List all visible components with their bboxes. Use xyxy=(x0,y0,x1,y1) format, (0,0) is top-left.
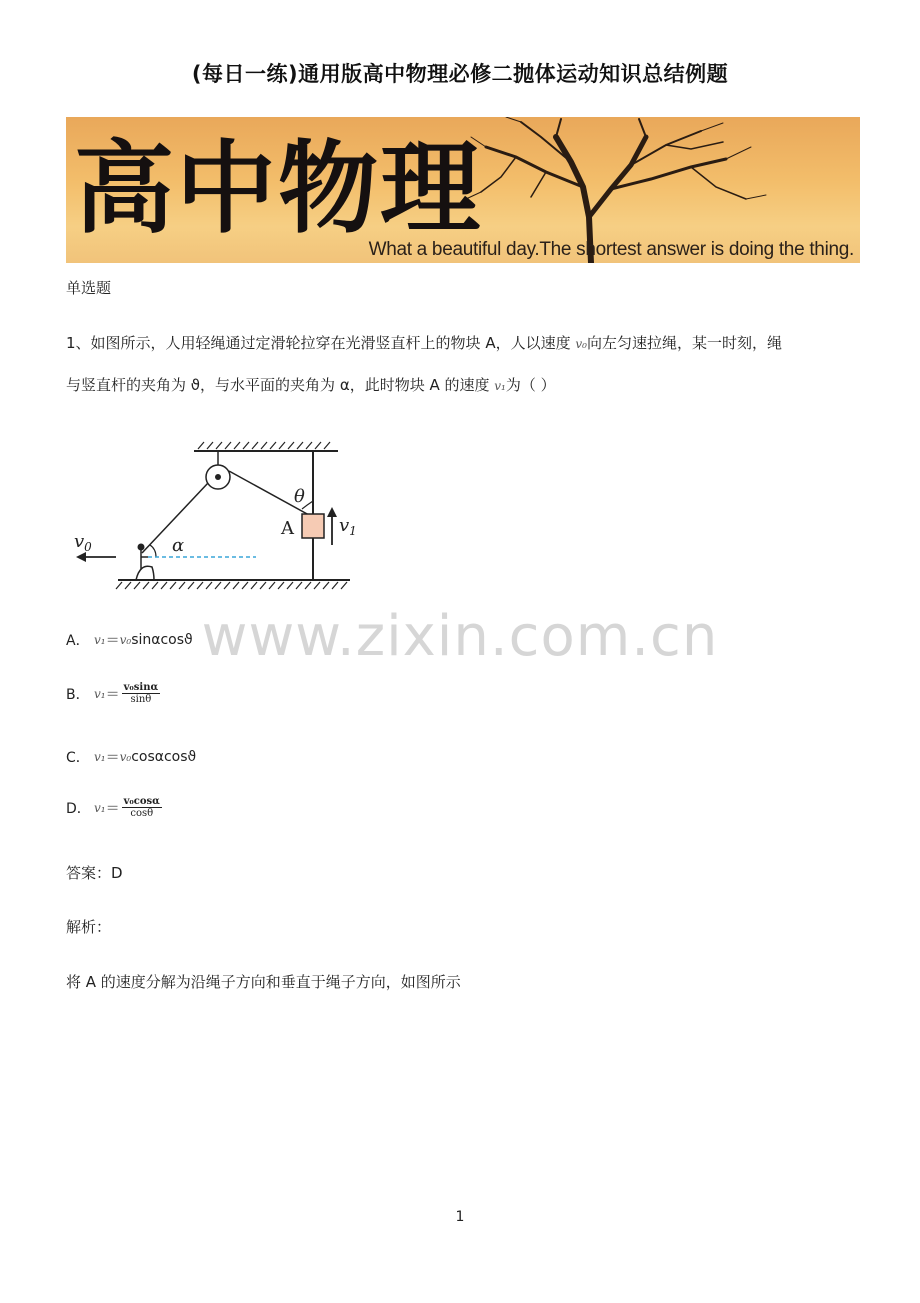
option-b[interactable] xyxy=(66,682,160,705)
ground-hatch xyxy=(116,582,347,589)
option-rhs: cosαcosϑ xyxy=(131,749,197,765)
option-label: C． xyxy=(66,750,90,766)
ceiling-hatch xyxy=(198,442,330,449)
v0-label-sub: 0 xyxy=(84,540,92,554)
option-a[interactable] xyxy=(66,630,193,650)
banner-title: 高中物理 xyxy=(74,129,482,247)
fraction-denominator: sinθ xyxy=(130,694,152,705)
option-rhs-var: v₀ xyxy=(119,750,132,764)
option-lhs: v₁ xyxy=(94,800,106,815)
option-c[interactable] xyxy=(66,747,196,767)
option-eq: ＝ xyxy=(105,686,120,703)
block-a-label: A xyxy=(281,518,294,539)
option-fraction xyxy=(122,796,162,819)
analysis-text: 将 A 的速度分解为沿绳子方向和垂直于绳子方向，如图所示 xyxy=(66,973,461,991)
page-number: 1 xyxy=(455,1209,465,1225)
arrow-v0-icon xyxy=(76,552,116,562)
option-fraction xyxy=(122,682,161,705)
person-arc xyxy=(136,566,154,580)
option-eq: ＝ xyxy=(105,633,120,649)
option-eq: ＝ xyxy=(105,750,120,766)
banner-image xyxy=(66,117,860,263)
option-lhs: v₁ xyxy=(94,633,106,647)
question-text: 与竖直杆的夹角为 ϑ，与水平面的夹角为 α，此时物块 A 的速度 xyxy=(66,376,495,394)
question-text: 向左匀速拉绳，某一时刻，绳 xyxy=(586,334,782,352)
banner-tagline: What a beautiful day.The shortest answer is doing the thing. xyxy=(368,239,854,260)
alpha-arc xyxy=(150,545,156,557)
question-line-1 xyxy=(66,332,782,353)
svg-text:v0 xyxy=(74,531,92,554)
person-head xyxy=(138,544,145,551)
question-text: 1、如图所示，人用轻绳通过定滑轮拉穿在光滑竖直杆上的物块 A，人以速度 xyxy=(66,334,576,352)
v1-label-sub: 1 xyxy=(349,524,357,538)
v0-label: v xyxy=(74,531,85,552)
block-a xyxy=(302,514,324,538)
option-d[interactable] xyxy=(66,796,162,819)
v1-label: v xyxy=(339,515,350,536)
option-label: B． xyxy=(66,686,90,703)
pulley-center xyxy=(215,474,221,480)
question-line-2 xyxy=(66,374,556,395)
analysis-label: 解析： xyxy=(66,918,112,936)
v0-symbol: v₀ xyxy=(575,337,587,351)
option-rhs: sinαcosϑ xyxy=(131,632,193,648)
fraction-numerator: v₀sinα xyxy=(123,682,159,693)
question-text: 为（ ） xyxy=(505,376,556,394)
arrow-v1-icon xyxy=(327,507,337,545)
theta-label: θ xyxy=(294,486,305,507)
section-heading: 单选题 xyxy=(66,279,112,297)
option-rhs-var: v₀ xyxy=(119,633,132,647)
physics-figure xyxy=(66,435,366,595)
answer: 答案：D xyxy=(66,864,123,882)
v1-symbol: v₁ xyxy=(494,379,506,393)
option-eq: ＝ xyxy=(105,800,120,817)
document-title: (每日一练)通用版高中物理必修二抛体运动知识总结例题 xyxy=(191,62,729,86)
option-lhs: v₁ xyxy=(94,750,106,764)
option-label: A． xyxy=(66,633,90,649)
alpha-label: α xyxy=(172,535,185,556)
fraction-numerator: v₀cosα xyxy=(123,796,160,807)
fraction-denominator: cosθ xyxy=(130,808,154,819)
option-lhs: v₁ xyxy=(94,686,106,701)
option-label: D． xyxy=(66,800,91,817)
svg-text:v1 xyxy=(339,515,357,538)
watermark: www.zixin.com.cn xyxy=(201,604,719,669)
